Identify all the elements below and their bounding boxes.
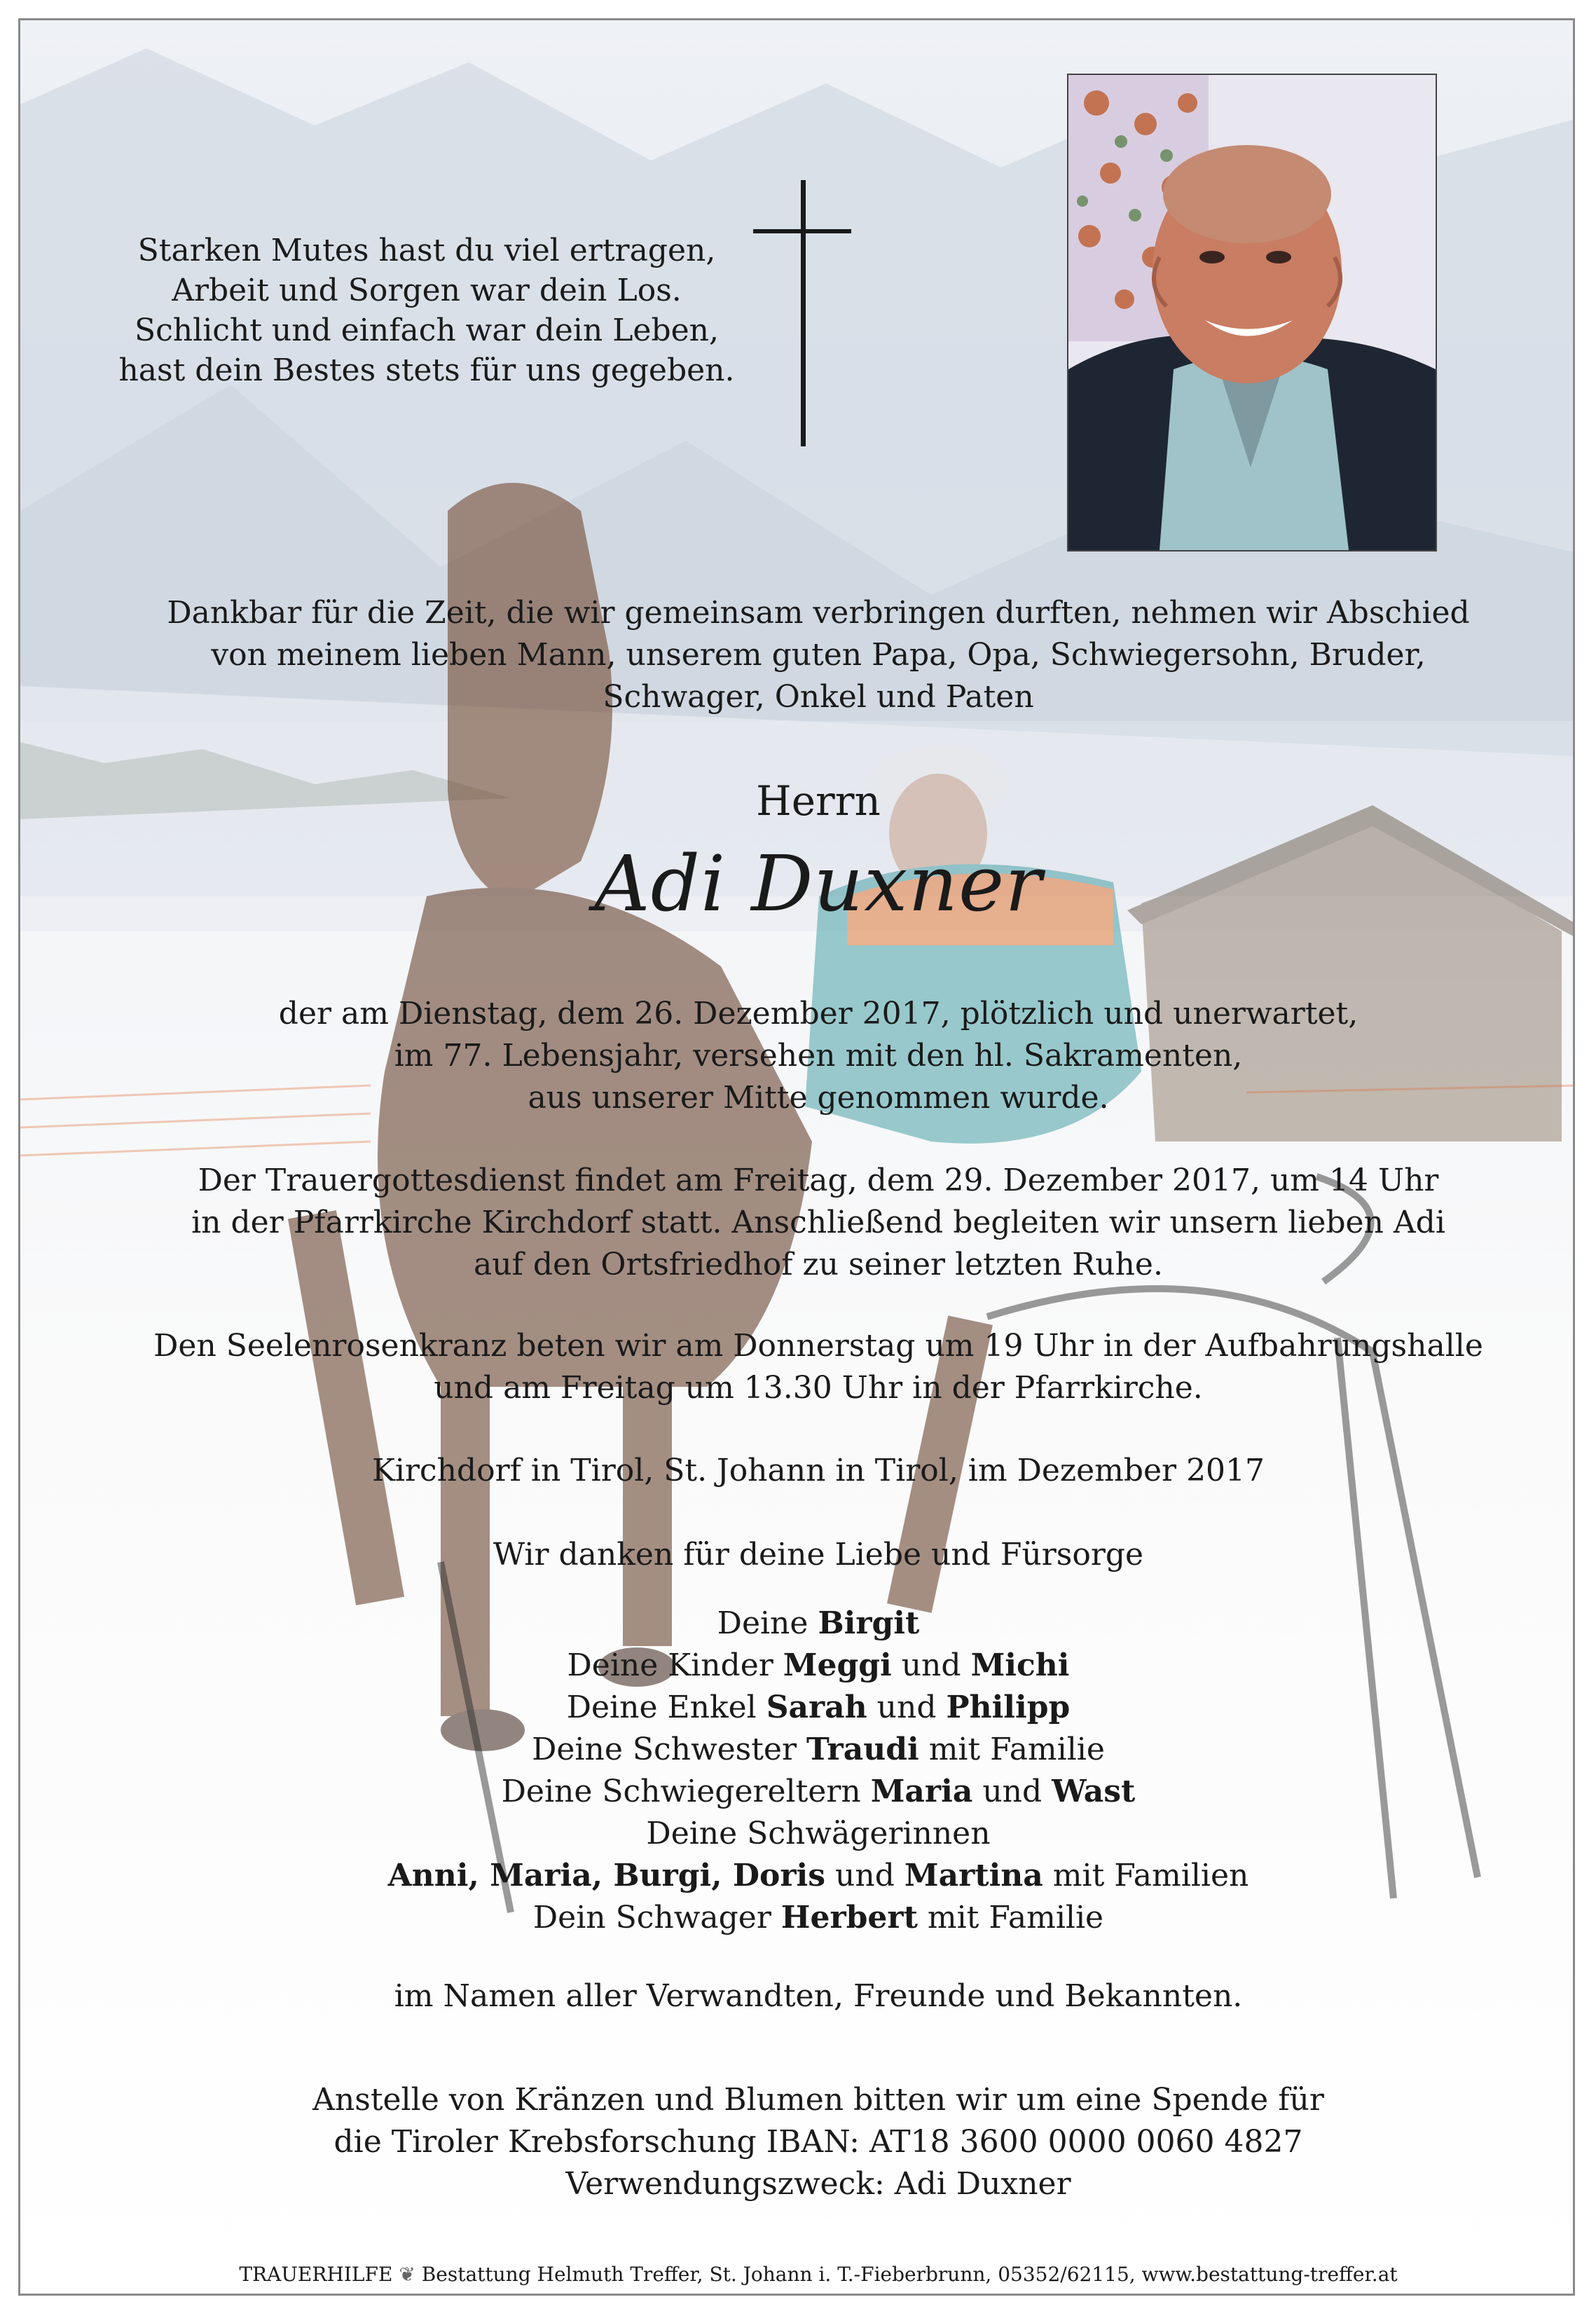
cross-icon-horizontal xyxy=(753,229,851,233)
farewell-intro xyxy=(118,592,1518,718)
donation-line: Verwendungszweck: Adi Duxner xyxy=(565,2166,1071,2202)
place-date: Kirchdorf in Tirol, St. Johann in Tirol, im Dezember 2017 xyxy=(371,1453,1265,1488)
footer-brand: TRAUERHILFE xyxy=(239,2263,393,2286)
cross-icon-vertical xyxy=(801,180,806,446)
portrait-illustration xyxy=(1068,75,1436,550)
thanks-line: Wir danken für deine Liebe und Fürsorge xyxy=(493,1537,1144,1572)
verse-line: hast dein Bestes stets für uns gegeben. xyxy=(118,352,735,388)
footer-rose-icon: ❦ xyxy=(399,2263,415,2286)
mourner-line: Deine Birgit xyxy=(717,1605,920,1641)
death-notice-line: der am Dienstag, dem 26. Dezember 2017, plötzlich und unerwartet, xyxy=(278,996,1358,1032)
undertaker-footer xyxy=(118,2263,1518,2286)
verse-line: Schlicht und einfach war dein Leben, xyxy=(135,313,719,348)
rosary-line: Den Seelenrosenkranz beten wir am Donnerstag um 19 Uhr in der Aufbahrungshalle xyxy=(153,1328,1483,1364)
death-notice xyxy=(118,993,1518,1119)
funeral-line: in der Pfarrkirche Kirchdorf statt. Anschließend begleiten wir unsern lieben Adi xyxy=(191,1205,1445,1240)
mourner-line: Deine Schwester Traudi mit Familie xyxy=(532,1732,1105,1767)
mourner-line: Deine Enkel Sarah und Philipp xyxy=(566,1690,1071,1725)
obituary-frame xyxy=(18,18,1575,2296)
verse-line: Arbeit und Sorgen war dein Los. xyxy=(172,273,682,308)
donation-request xyxy=(118,2079,1518,2205)
mourner-line: Deine Schwiegereltern Maria und Wast xyxy=(501,1774,1136,1809)
deceased-name: Adi Duxner xyxy=(594,839,1043,929)
mourner-line: Dein Schwager Herbert mit Familie xyxy=(532,1900,1104,1935)
rosary-details xyxy=(118,1325,1518,1409)
mourner-line: Deine Schwägerinnen xyxy=(646,1816,991,1851)
footer-contact: Bestattung Helmuth Treffer, St. Johann i. T.-Fieberbrunn, 05352/62115, www.bestattung-treffer.at xyxy=(421,2263,1398,2286)
intro-line: von meinem lieben Mann, unserem guten Papa, Opa, Schwiegersohn, Bruder, xyxy=(211,637,1426,673)
donation-line: Anstelle von Kränzen und Blumen bitten wir um eine Spende für xyxy=(312,2082,1324,2118)
verse-line: Starken Mutes hast du viel ertragen, xyxy=(137,233,716,268)
memorial-verse xyxy=(111,231,742,390)
death-notice-line: aus unserer Mitte genommen wurde. xyxy=(528,1080,1109,1116)
portrait-photo xyxy=(1067,74,1437,551)
mourner-line: Deine Kinder Meggi und Michi xyxy=(567,1647,1070,1683)
on-behalf-line: im Namen aller Verwandten, Freunde und Bekannten. xyxy=(394,1978,1243,2014)
death-notice-line: im 77. Lebensjahr, versehen mit den hl. Sakramenten, xyxy=(394,1038,1243,1074)
funeral-line: auf den Ortsfriedhof zu seiner letzten Ruhe. xyxy=(474,1247,1163,1282)
rosary-line: und am Freitag um 13.30 Uhr in der Pfarrkirche. xyxy=(434,1370,1203,1406)
intro-line: Dankbar für die Zeit, die wir gemeinsam verbringen durften, nehmen wir Abschied xyxy=(167,595,1470,631)
mourners-list xyxy=(118,1603,1518,1939)
salutation: Herrn xyxy=(756,777,881,825)
intro-line: Schwager, Onkel und Paten xyxy=(603,679,1034,715)
funeral-details xyxy=(118,1160,1518,1286)
funeral-line: Der Trauergottesdienst findet am Freitag, dem 29. Dezember 2017, um 14 Uhr xyxy=(198,1163,1439,1198)
mourner-line: Anni, Maria, Burgi, Doris und Martina mit Familien xyxy=(387,1858,1249,1893)
donation-line: die Tiroler Krebsforschung IBAN: AT18 3600 0000 0060 4827 xyxy=(333,2124,1303,2160)
